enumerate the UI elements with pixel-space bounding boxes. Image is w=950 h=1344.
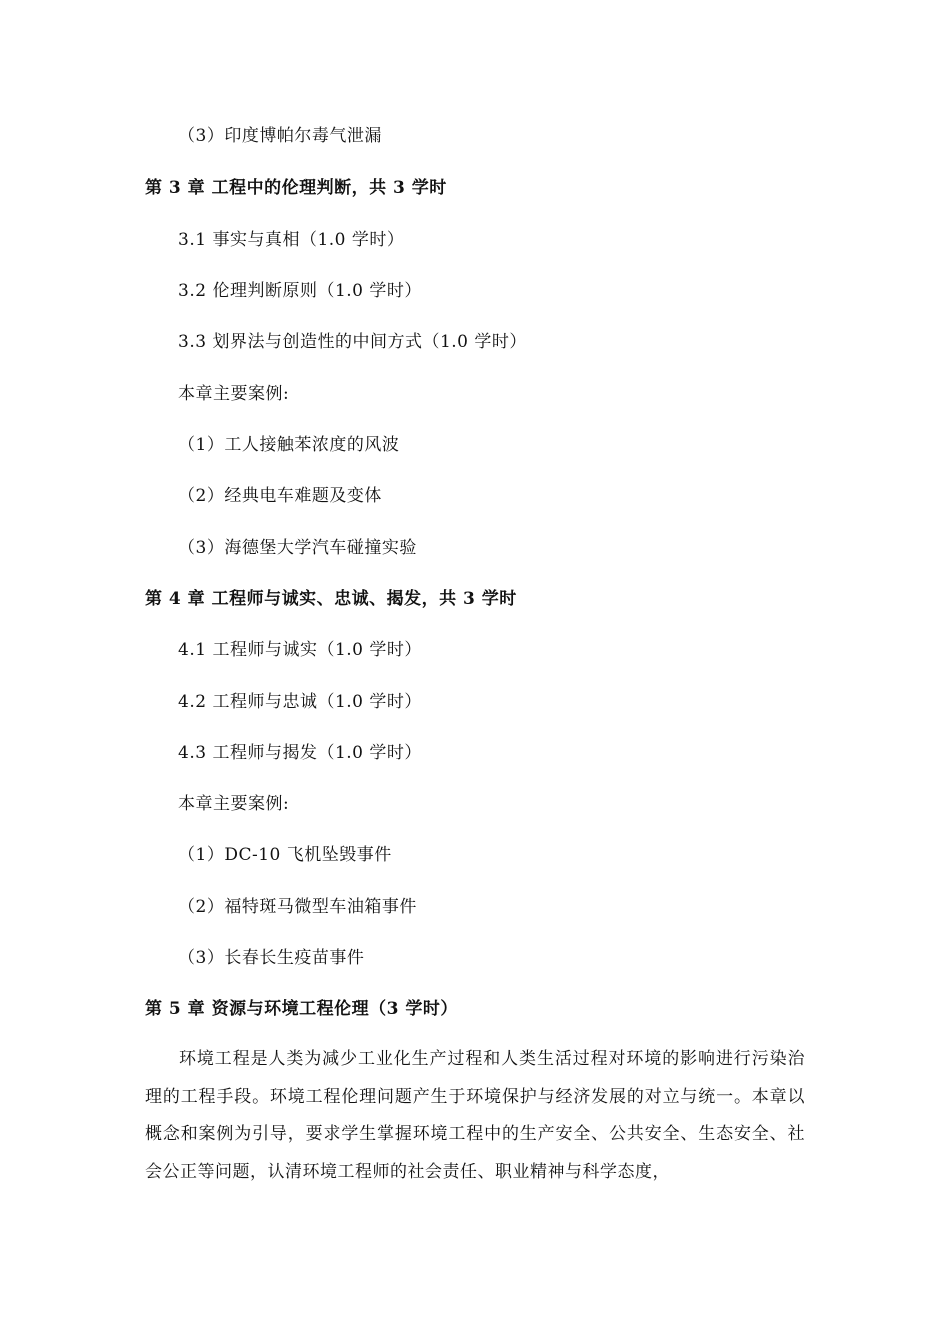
cases-label: 本章主要案例: [178,384,290,404]
case-item: （3）海德堡大学汽车碰撞实验 [178,538,417,558]
chapter-5-intro-paragraph: 环境工程是人类为减少工业化生产过程和人类生活过程对环境的影响进行污染治理的工程手段。环境工程伦理问题产生于环境保护与经济发展的对立与统一。本章以概念和案例为引导，要求学生掌握环境工程中的生产安全、公共安全、生态安全、社会公正等问题，认清环境工程师的社会责任、职业精神与科学态度， [145,1049,805,1182]
case-item: （2）经典电车难题及变体 [178,486,382,506]
chapter-4-heading: 第 4 章 工程师与诚实、忠诚、揭发，共 3 学时 [145,589,517,609]
section-item: 4.1 工程师与诚实（1.0 学时） [178,640,422,660]
case-item: （2）福特斑马微型车油箱事件 [178,897,417,917]
case-item: （3）长春长生疫苗事件 [178,948,365,968]
cases-label: 本章主要案例: [178,794,290,814]
case-item: （1）DC-10 飞机坠毁事件 [178,845,392,865]
chapter-5-heading: 第 5 章 资源与环境工程伦理（3 学时） [145,999,458,1019]
case-item: （3）印度博帕尔毒气泄漏 [178,126,382,146]
case-item: （1）工人接触苯浓度的风波 [178,435,400,455]
section-item: 3.1 事实与真相（1.0 学时） [178,230,405,250]
chapter-3-heading: 第 3 章 工程中的伦理判断，共 3 学时 [145,178,447,198]
section-item: 3.2 伦理判断原则（1.0 学时） [178,281,422,301]
section-item: 4.3 工程师与揭发（1.0 学时） [178,743,422,763]
section-item: 4.2 工程师与忠诚（1.0 学时） [178,692,422,712]
section-item: 3.3 划界法与创造性的中间方式（1.0 学时） [178,332,527,352]
